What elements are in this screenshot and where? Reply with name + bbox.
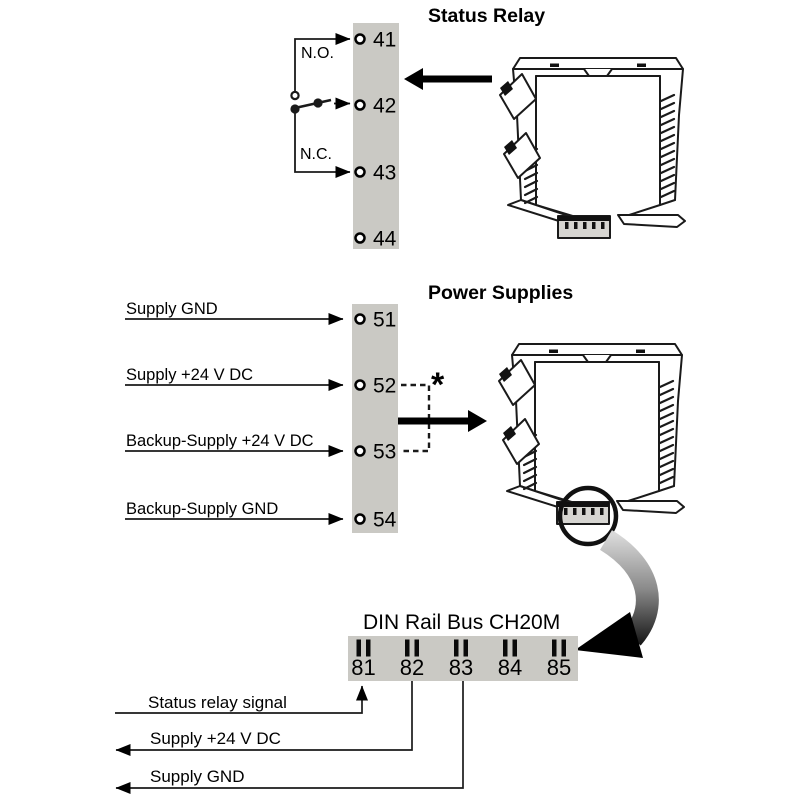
terminal-54-number: 54 bbox=[373, 508, 397, 532]
curved-arrow-to-bus bbox=[575, 540, 647, 658]
power-input-wires bbox=[125, 319, 343, 519]
terminal-42-circle bbox=[356, 101, 365, 110]
label-bus-supply-24v: Supply +24 V DC bbox=[150, 729, 281, 748]
terminal-strip-power bbox=[352, 304, 398, 533]
relay-no-contact-point bbox=[291, 92, 298, 99]
power-direction-arrow bbox=[398, 410, 487, 432]
terminal-41-circle bbox=[356, 35, 365, 44]
module-drawing-power bbox=[499, 344, 684, 524]
terminal-strip-status-relay bbox=[353, 23, 399, 249]
bus-pin-85b bbox=[562, 640, 567, 657]
terminal-44-number: 44 bbox=[373, 227, 397, 251]
asterisk-note-marker: * bbox=[431, 366, 445, 404]
terminal-52-circle bbox=[356, 381, 365, 390]
terminal-51-circle bbox=[356, 315, 365, 324]
terminal-43-number: 43 bbox=[373, 161, 397, 185]
bus-pin-84b bbox=[513, 640, 518, 657]
terminal-42-number: 42 bbox=[373, 94, 397, 118]
bus-pin-85 bbox=[552, 640, 557, 657]
power-supplies-title: Power Supplies bbox=[428, 282, 574, 304]
label-supply-gnd: Supply GND bbox=[126, 300, 218, 318]
terminal-54-circle bbox=[356, 515, 365, 524]
terminal-53-number: 53 bbox=[373, 440, 397, 464]
bus-pin-83b bbox=[464, 640, 469, 657]
bus-terminal-81: 81 bbox=[351, 655, 376, 680]
bus-pin-82 bbox=[405, 640, 410, 657]
relay-lever-point bbox=[313, 98, 322, 107]
relay-nc-label: N.C. bbox=[300, 146, 332, 163]
module-drawing-status-relay bbox=[500, 58, 685, 238]
bus-pin-84 bbox=[503, 640, 508, 657]
terminal-51-number: 51 bbox=[373, 308, 397, 332]
terminal-43-circle bbox=[356, 168, 365, 177]
bus-pin-81b bbox=[366, 640, 371, 657]
bus-pin-81 bbox=[357, 640, 362, 657]
label-supply-24v: Supply +24 V DC bbox=[126, 366, 254, 384]
bus-terminal-85: 85 bbox=[546, 655, 572, 680]
bus-pin-83 bbox=[454, 640, 459, 657]
relay-no-label: N.O. bbox=[301, 45, 334, 62]
label-backup-supply-gnd: Backup-Supply GND bbox=[126, 500, 279, 518]
terminal-52-number: 52 bbox=[373, 374, 397, 398]
relay-lever bbox=[295, 100, 331, 108]
label-backup-supply-24v: Backup-Supply +24 V DC bbox=[126, 432, 314, 450]
terminal-41-number: 41 bbox=[373, 28, 397, 52]
terminal-53-circle bbox=[356, 447, 365, 456]
terminal-44-circle bbox=[356, 234, 365, 243]
relay-direction-arrow bbox=[404, 68, 492, 90]
label-bus-supply-gnd: Supply GND bbox=[150, 767, 245, 786]
bus-terminal-82: 82 bbox=[399, 655, 425, 680]
bus-terminal-83: 83 bbox=[448, 655, 474, 680]
bus-terminal-84: 84 bbox=[497, 655, 523, 680]
bus-pin-82b bbox=[415, 640, 420, 657]
din-rail-bus-title: DIN Rail Bus CH20M bbox=[363, 611, 561, 634]
label-status-relay-signal: Status relay signal bbox=[148, 693, 287, 712]
status-relay-title: Status Relay bbox=[428, 5, 546, 27]
relay-pivot-point bbox=[290, 104, 299, 113]
